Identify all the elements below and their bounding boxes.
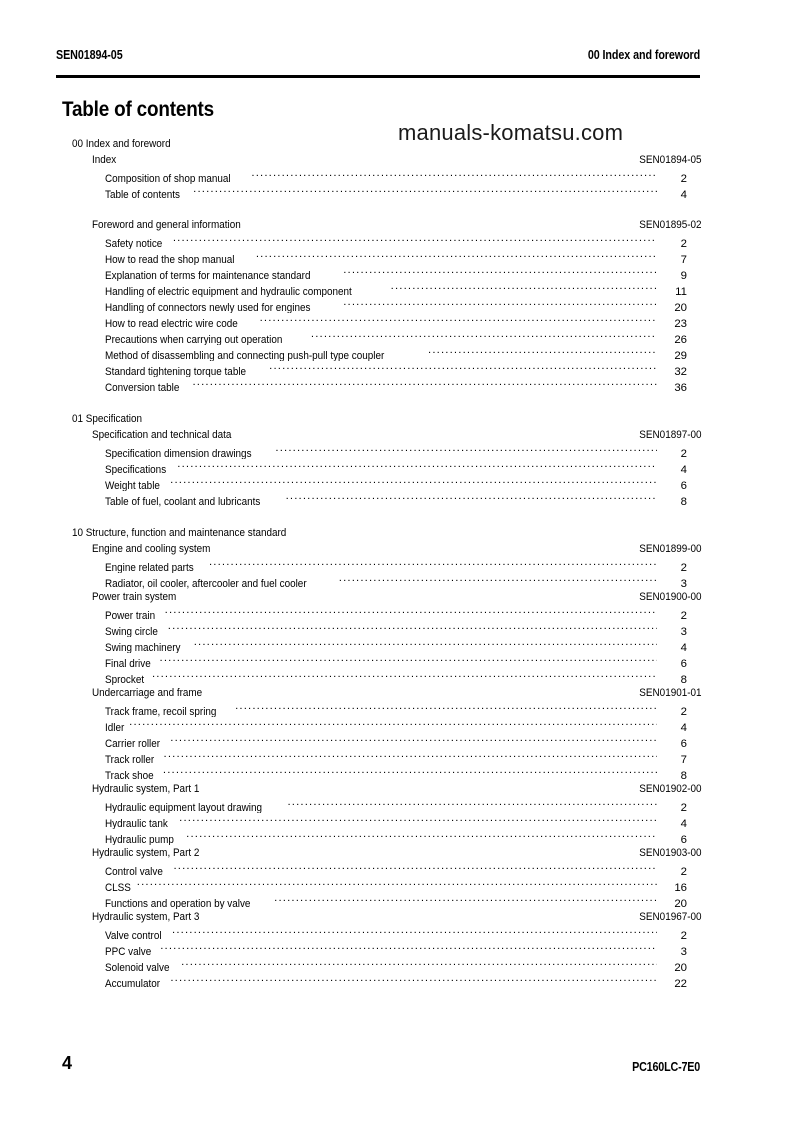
toc-entry-page-number: 20 — [674, 962, 687, 973]
toc-entry-row[interactable] — [56, 717, 702, 733]
toc-entry-label: Hydraulic equipment layout drawing — [105, 802, 262, 813]
toc-dot-leader — [286, 491, 657, 505]
toc-entry-page-number: 2 — [680, 562, 687, 573]
header-document-code: SEN01894-05 — [56, 48, 123, 62]
toc-entry-row[interactable] — [56, 749, 702, 765]
toc-entry-label: Explanation of terms for maintenance standard — [105, 270, 311, 281]
toc-entry-row[interactable] — [56, 184, 702, 200]
footer-page-number: 4 — [62, 1053, 73, 1073]
toc-dot-leader — [428, 345, 657, 359]
toc-entry-label: Table of fuel, coolant and lubricants — [105, 496, 261, 507]
toc-subsection-code: SEN01900-00 — [639, 591, 702, 603]
footer-model-name: PC160LC-7E0 — [631, 1060, 700, 1074]
toc-dot-leader — [137, 877, 657, 891]
toc-dot-leader — [173, 233, 657, 247]
toc-entry-label: Weight table — [105, 480, 160, 491]
toc-entry-row[interactable] — [56, 329, 702, 345]
toc-entry-label: Track shoe — [105, 770, 154, 781]
toc-entry-label: Control valve — [105, 866, 163, 877]
toc-entry-row[interactable] — [56, 797, 702, 813]
toc-entry-label: Idler — [105, 722, 125, 733]
toc-entry-row[interactable] — [56, 637, 702, 653]
toc-subsection-label: Engine and cooling system — [92, 543, 211, 555]
toc-dot-leader — [339, 573, 657, 587]
toc-entry-label: How to read the shop manual — [105, 254, 235, 265]
toc-entry-label: Conversion table — [105, 382, 180, 393]
toc-entry-row[interactable] — [56, 701, 702, 717]
toc-subsection-row[interactable] — [56, 541, 702, 557]
toc-subsection-label: Hydraulic system, Part 3 — [92, 911, 200, 923]
toc-entry-label: Specification dimension drawings — [105, 448, 252, 459]
toc-entry-page-number: 2 — [680, 238, 687, 249]
toc-dot-leader — [165, 605, 657, 619]
toc-dot-leader — [168, 621, 657, 635]
toc-dot-leader — [260, 313, 657, 327]
toc-dot-leader — [193, 184, 657, 198]
toc-entry-row[interactable] — [56, 893, 702, 909]
toc-section — [56, 525, 702, 989]
toc-dot-leader — [251, 168, 657, 182]
toc-entry-row[interactable] — [56, 973, 702, 989]
toc-entry-label: Hydraulic pump — [105, 834, 174, 845]
toc-entry-label: Table of contents — [105, 189, 180, 200]
toc-section-heading — [56, 525, 702, 541]
toc-entry-page-number: 26 — [674, 334, 687, 345]
toc-subsection-code: SEN01894-05 — [639, 154, 702, 166]
toc-entry-page-number: 20 — [674, 302, 687, 313]
toc-entry-row[interactable] — [56, 605, 702, 621]
toc-subsection-group — [56, 909, 702, 989]
toc-dot-leader — [192, 377, 657, 391]
toc-entry-page-number: 7 — [680, 254, 687, 265]
toc-dot-leader — [172, 925, 657, 939]
toc-entry-page-number: 2 — [680, 706, 687, 717]
toc-entry-page-number: 2 — [680, 448, 687, 459]
toc-subsection-row[interactable] — [56, 685, 702, 701]
toc-entry-row[interactable] — [56, 233, 702, 249]
toc-section-label: 00 Index and foreword — [72, 138, 171, 150]
toc-section-label: 10 Structure, function and maintenance standard — [72, 527, 287, 539]
toc-entry-label: Specifications — [105, 464, 167, 475]
toc-entry-page-number: 20 — [674, 898, 687, 909]
toc-entry-label: Composition of shop manual — [105, 173, 231, 184]
toc-entry-page-number: 3 — [680, 626, 687, 637]
toc-entry-label: Engine related parts — [105, 562, 194, 573]
toc-entry-row[interactable] — [56, 861, 702, 877]
toc-section-label: 01 Specification — [72, 413, 142, 425]
toc-entry-label: Track roller — [105, 754, 155, 765]
toc-dot-leader — [194, 637, 657, 651]
header-section-title: 00 Index and foreword — [587, 48, 701, 62]
toc-dot-leader — [275, 443, 657, 457]
toc-subsection-group — [56, 427, 702, 507]
toc-entry-label: Swing machinery — [105, 642, 181, 653]
toc-dot-leader — [274, 893, 657, 907]
toc-entry-label: How to read electric wire code — [105, 318, 238, 329]
toc-dot-leader — [160, 653, 657, 667]
toc-entry-row[interactable] — [56, 249, 702, 265]
toc-entry-label: Swing circle — [105, 626, 158, 637]
toc-entry-row[interactable] — [56, 925, 702, 941]
toc-subsection-code: SEN01895-02 — [639, 219, 702, 231]
header-divider — [56, 75, 700, 78]
toc-entry-row[interactable] — [56, 829, 702, 845]
toc-dot-leader — [173, 861, 657, 875]
toc-subsection-row[interactable] — [56, 781, 702, 797]
toc-subsection-label: Hydraulic system, Part 2 — [92, 847, 200, 859]
toc-subsection-row[interactable] — [56, 152, 702, 168]
toc-entry-page-number: 4 — [680, 464, 687, 475]
toc-dot-leader — [391, 281, 657, 295]
toc-subsection-label: Hydraulic system, Part 1 — [92, 783, 200, 795]
toc-subsection-label: Foreword and general information — [92, 219, 241, 231]
toc-dot-leader — [343, 265, 657, 279]
toc-subsection-row[interactable] — [56, 427, 702, 443]
toc-entry-label: Sprocket — [105, 674, 145, 685]
toc-entry-row[interactable] — [56, 377, 702, 393]
toc-entry-page-number: 22 — [674, 978, 687, 989]
toc-entry-label: Power train — [105, 610, 156, 621]
toc-subsection-code: SEN01902-00 — [639, 783, 702, 795]
toc-entry-page-number: 6 — [680, 834, 687, 845]
toc-entry-row[interactable] — [56, 265, 702, 281]
toc-subsection-group — [56, 541, 702, 589]
toc-entry-page-number: 8 — [680, 770, 687, 781]
toc-dot-leader — [311, 329, 657, 343]
toc-subsection-group — [56, 589, 702, 685]
toc-entry-row[interactable] — [56, 653, 702, 669]
toc-entry-row[interactable] — [56, 813, 702, 829]
toc-entry-page-number: 32 — [674, 366, 687, 377]
toc-dot-leader — [163, 765, 657, 779]
toc-entry-label: Handling of connectors newly used for engines — [105, 302, 311, 313]
toc-entry-row[interactable] — [56, 941, 702, 957]
toc-entry-label: Hydraulic tank — [105, 818, 168, 829]
toc-entry-page-number: 4 — [680, 722, 687, 733]
toc-entry-label: Valve control — [105, 930, 162, 941]
toc-entry-page-number: 36 — [674, 382, 687, 393]
toc-entry-page-number: 23 — [674, 318, 687, 329]
toc-dot-leader — [170, 973, 657, 987]
toc-dot-leader — [152, 669, 657, 683]
toc-entry-row[interactable] — [56, 957, 702, 973]
toc-subsection-row[interactable] — [56, 217, 702, 233]
toc-subsection-label: Index — [92, 154, 117, 166]
page-header — [56, 48, 700, 62]
toc-entry-page-number: 6 — [680, 658, 687, 669]
toc-subsection-code: SEN01901-01 — [639, 687, 702, 699]
toc-dot-leader — [179, 813, 657, 827]
toc-entry-label: Final drive — [105, 658, 151, 669]
toc-entry-page-number: 16 — [674, 882, 687, 893]
toc-subsection-label: Undercarriage and frame — [92, 687, 203, 699]
toc-dot-leader — [235, 701, 657, 715]
toc-entry-row[interactable] — [56, 281, 702, 297]
toc-entry-label: Safety notice — [105, 238, 163, 249]
toc-subsection-group — [56, 781, 702, 845]
toc-entry-label: Standard tightening torque table — [105, 366, 247, 377]
toc-entry-label: Solenoid valve — [105, 962, 170, 973]
toc-dot-leader — [269, 361, 657, 375]
toc-dot-leader — [170, 475, 657, 489]
toc-subsection-code: SEN01903-00 — [639, 847, 702, 859]
page-title: Table of contents — [62, 98, 215, 121]
toc-dot-leader — [181, 957, 657, 971]
toc-entry-page-number: 2 — [680, 173, 687, 184]
toc-section — [56, 136, 702, 393]
toc-entry-page-number: 8 — [680, 674, 687, 685]
toc-entry-page-number: 3 — [680, 578, 687, 589]
toc-entry-page-number: 4 — [680, 818, 687, 829]
toc-entry-row[interactable] — [56, 345, 702, 361]
toc-subsection-label: Specification and technical data — [92, 429, 232, 441]
toc-entry-label: PPC valve — [105, 946, 152, 957]
toc-subsection-code: SEN01967-00 — [639, 911, 702, 923]
toc-subsection-row[interactable] — [56, 589, 702, 605]
toc-subsection-group — [56, 152, 702, 200]
toc-entry-row[interactable] — [56, 557, 702, 573]
toc-entry-row[interactable] — [56, 297, 702, 313]
toc-dot-leader — [287, 797, 657, 811]
toc-entry-label: Accumulator — [105, 978, 161, 989]
toc-dot-leader — [256, 249, 657, 263]
toc-dot-leader — [129, 717, 657, 731]
toc-subsection-group — [56, 685, 702, 781]
toc-entry-label: Track frame, recoil spring — [105, 706, 217, 717]
toc-entry-page-number: 4 — [680, 642, 687, 653]
toc-section-heading — [56, 136, 702, 152]
toc-subsection-code: SEN01897-00 — [639, 429, 702, 441]
toc-entry-page-number: 2 — [680, 802, 687, 813]
toc-entry-row[interactable] — [56, 669, 702, 685]
toc-entry-page-number: 29 — [674, 350, 687, 361]
toc-section-heading — [56, 411, 702, 427]
toc-entry-row[interactable] — [56, 573, 702, 589]
toc-entry-page-number: 6 — [680, 738, 687, 749]
toc-entry-row[interactable] — [56, 443, 702, 459]
toc-entry-row[interactable] — [56, 491, 702, 507]
toc-dot-leader — [170, 733, 657, 747]
toc-dot-leader — [160, 941, 657, 955]
toc-entry-row[interactable] — [56, 765, 702, 781]
toc-entry-label: Functions and operation by valve — [105, 898, 251, 909]
toc-dot-leader — [164, 749, 657, 763]
toc-entry-row[interactable] — [56, 168, 702, 184]
toc-subsection-code: SEN01899-00 — [639, 543, 702, 555]
toc-dot-leader — [186, 829, 657, 843]
toc-entry-label: Radiator, oil cooler, aftercooler and fuel cooler — [105, 578, 307, 589]
toc-entry-page-number: 2 — [680, 866, 687, 877]
toc-entry-page-number: 7 — [680, 754, 687, 765]
toc-section — [56, 411, 702, 507]
toc-entry-label: CLSS — [105, 882, 131, 893]
toc-entry-row[interactable] — [56, 621, 702, 637]
toc-entry-row[interactable] — [56, 475, 702, 491]
toc-entry-label: Precautions when carrying out operation — [105, 334, 283, 345]
toc-entry-row[interactable] — [56, 459, 702, 475]
toc-entry-page-number: 8 — [680, 496, 687, 507]
toc-entry-label: Carrier roller — [105, 738, 161, 749]
toc-entry-page-number: 2 — [680, 610, 687, 621]
toc-entry-row[interactable] — [56, 313, 702, 329]
table-of-contents — [56, 136, 702, 989]
toc-dot-leader — [177, 459, 657, 473]
toc-subsection-row[interactable] — [56, 845, 702, 861]
toc-subsection-group — [56, 845, 702, 909]
watermark-text: manuals-komatsu.com — [398, 120, 624, 145]
toc-subsection-row[interactable] — [56, 909, 702, 925]
toc-dot-leader — [343, 297, 657, 311]
toc-subsection-label: Power train system — [92, 591, 177, 603]
toc-entry-label: Method of disassembling and connecting push-pull type coupler — [105, 350, 385, 361]
toc-entry-label: Handling of electric equipment and hydraulic component — [105, 286, 352, 297]
toc-entry-page-number: 2 — [680, 930, 687, 941]
toc-subsection-group — [56, 217, 702, 393]
toc-entry-page-number: 9 — [680, 270, 687, 281]
toc-entry-row[interactable] — [56, 361, 702, 377]
toc-dot-leader — [209, 557, 657, 571]
toc-entry-page-number: 3 — [680, 946, 687, 957]
toc-entry-page-number: 6 — [680, 480, 687, 491]
toc-entry-row[interactable] — [56, 877, 702, 893]
toc-entry-page-number: 4 — [680, 189, 687, 200]
toc-entry-row[interactable] — [56, 733, 702, 749]
toc-entry-page-number: 11 — [675, 286, 687, 297]
